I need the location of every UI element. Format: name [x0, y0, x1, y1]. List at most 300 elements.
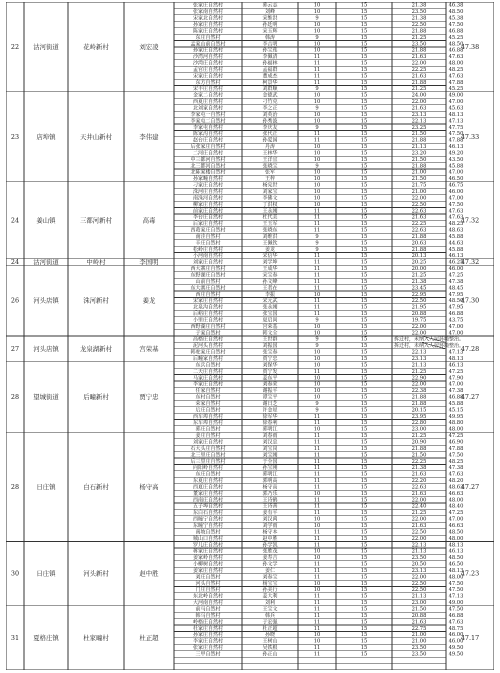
score-a: 11	[313, 445, 321, 452]
score-sum: 48.13	[448, 111, 464, 118]
score-c: 21.63	[411, 619, 427, 626]
village-head: 高毒	[142, 216, 156, 225]
sub-village-head: 王成华	[262, 266, 278, 273]
sub-village-head: 刘春宝	[262, 574, 278, 581]
sub-village-name: 刘家庄自然村	[192, 259, 224, 266]
score-c: 21.38	[411, 278, 427, 285]
score-c: 21.25	[411, 368, 427, 375]
village-head: 贾宁忠	[139, 393, 159, 402]
score-c: 21.13	[411, 548, 427, 555]
score-c: 22.00	[411, 535, 427, 542]
score-b: 15	[360, 285, 368, 292]
score-c: 21.13	[411, 362, 427, 369]
score-a: 10	[313, 349, 321, 356]
score-a: 10	[313, 41, 321, 48]
sub-village-head: 宋元武	[262, 298, 278, 305]
score-a: 11	[313, 606, 321, 613]
score-a: 10	[313, 291, 321, 298]
score-b: 15	[360, 131, 368, 138]
sub-village-name: 宋家庄自然村	[192, 298, 224, 305]
sub-village-name: 东夏庄自然村	[192, 478, 224, 485]
score-c: 21.13	[411, 593, 427, 600]
sub-village-name: 郭庄自然村	[195, 426, 221, 433]
sub-village-name: 山前自然村	[195, 278, 221, 285]
sub-village-name: 韩驼家庄自然村	[190, 349, 226, 356]
score-sum: 46.00	[448, 266, 464, 273]
score-sum: 43.75	[448, 317, 464, 324]
sub-village-head: 刘群顺	[262, 86, 278, 93]
sub-village-name: 后峪庄自然村	[192, 311, 224, 318]
score-b: 15	[360, 465, 368, 472]
score-b: 15	[360, 516, 368, 523]
score-a: 10	[313, 99, 321, 106]
score-sum: 45.25	[448, 86, 464, 93]
score-sum: 48.50	[448, 41, 464, 48]
sub-village-head: 宋维洪	[262, 15, 278, 22]
sub-village-head: 王洋宜	[262, 156, 278, 163]
sub-village-name: 城山口自然村	[192, 535, 224, 542]
score-c: 22.25	[411, 221, 427, 228]
score-sum: 48.25	[448, 458, 464, 465]
sub-village-name: 宋丰庄自然村	[192, 86, 224, 93]
sub-village-name: 南洙河自然村	[192, 195, 224, 202]
village-head: 刘宏凌	[139, 42, 159, 51]
sub-village-name: 宋家庄自然村	[192, 73, 224, 80]
score-sum: 48.40	[448, 503, 464, 510]
score-sum: 47.00	[448, 330, 464, 337]
score-c: 22.13	[411, 542, 427, 549]
score-a: 10	[313, 156, 321, 163]
score-a: 10	[313, 118, 321, 125]
score-sum: 47.25	[448, 433, 464, 440]
score-sum: 48.13	[448, 355, 464, 362]
score-sum: 48.63	[448, 227, 464, 234]
sub-village-head: 王林华	[262, 150, 278, 157]
sub-village-name: 向阳岭自然村	[192, 465, 224, 472]
new-village-name: 三都河新村	[80, 216, 112, 225]
sub-village-head: 张永刚	[262, 304, 278, 311]
row-number: 28	[10, 482, 20, 491]
score-sum: 47.25	[448, 272, 464, 279]
score-sum: 49.20	[448, 150, 464, 157]
score-c: 21.75	[411, 182, 427, 189]
sub-village-name: 泥河头自然村	[192, 343, 224, 350]
score-c: 21.88	[411, 400, 427, 407]
score-c: 21.88	[411, 233, 427, 240]
score-b: 15	[360, 66, 368, 73]
score-c: 23.13	[411, 111, 427, 118]
sub-village-head: 孙文学	[262, 561, 278, 568]
score-b: 15	[360, 118, 368, 125]
sub-village-name: 西瞳宁自然村	[192, 516, 224, 523]
sub-village-name: 孙家庄自然村	[192, 21, 224, 28]
score-a: 9	[315, 400, 319, 407]
score-a: 11	[313, 619, 321, 626]
sub-village-head: 柯景华	[262, 79, 278, 86]
score-a: 11	[313, 600, 321, 607]
sub-village-name: 东兵自然村	[195, 362, 221, 369]
score-sum: 46.63	[448, 522, 464, 529]
sub-village-name: 东野湖庄自然村	[190, 272, 226, 279]
sub-village-head: 王宝文	[262, 606, 278, 613]
sub-village-name: 二河庄自然村	[192, 150, 224, 157]
sub-village-name: 岭格庄自然村	[192, 619, 224, 626]
town-name: 河头店镇	[33, 296, 59, 305]
score-sum: 46.00	[448, 632, 464, 639]
score-sum: 47.50	[448, 131, 464, 138]
sub-village-name: 小柳树自然村	[192, 561, 224, 568]
score-sum: 45.88	[448, 163, 464, 170]
sub-village-head: 谢日芝	[262, 400, 278, 407]
sub-village-head: 王诗善	[262, 503, 278, 510]
row-number: 24	[10, 258, 20, 267]
score-a: 10	[313, 548, 321, 555]
score-a: 11	[313, 420, 321, 427]
score-c: 22.50	[411, 587, 427, 594]
sub-village-name: 五子埠自然村	[192, 503, 224, 510]
sub-village-name: 刁家庄自然村	[192, 182, 224, 189]
sub-village-name: 辛庄自然村	[195, 240, 221, 247]
score-sum: 48.50	[448, 529, 464, 536]
sub-village-name: 小河南自然村	[192, 253, 224, 260]
sub-village-name: 西葛家庄自然村	[190, 227, 226, 234]
row-number: 28	[10, 393, 20, 402]
score-b: 15	[360, 478, 368, 485]
score-c: 22.40	[411, 503, 427, 510]
score-b: 15	[360, 561, 368, 568]
sub-village-head: 姜东平	[262, 375, 278, 382]
score-b: 15	[360, 317, 368, 324]
score-sum: 47.88	[448, 79, 464, 86]
score-b: 15	[360, 471, 368, 478]
sub-village-name: 李家屯一自然村	[190, 111, 226, 118]
village-head: 杨守高	[139, 482, 159, 491]
score-a: 10	[313, 580, 321, 587]
score-a: 11	[313, 311, 321, 318]
score-b: 15	[360, 355, 368, 362]
score-c: 23.50	[411, 41, 427, 48]
total-score: 47.28	[460, 344, 480, 353]
score-sum: 48.00	[448, 426, 464, 433]
score-sum: 46.13	[448, 253, 464, 260]
score-sum: 46.13	[448, 144, 464, 151]
score-sum: 47.50	[448, 201, 464, 208]
score-a: 10	[313, 355, 321, 362]
score-b: 15	[360, 304, 368, 311]
sub-village-name: 二天庄自然村	[192, 368, 224, 375]
score-a: 10	[313, 362, 321, 369]
score-c: 21.88	[411, 137, 427, 144]
new-village-name: 花岭新村	[83, 42, 109, 51]
score-sum: 48.50	[448, 298, 464, 305]
score-sum: 46.63	[448, 490, 464, 497]
score-b: 15	[360, 15, 368, 22]
score-b: 15	[360, 535, 368, 542]
score-b: 15	[360, 574, 368, 581]
score-a: 11	[313, 227, 321, 234]
sub-village-head: 刘宝岗	[262, 445, 278, 452]
score-sum: 47.00	[448, 516, 464, 523]
score-sum: 47.63	[448, 54, 464, 61]
score-a: 11	[313, 298, 321, 305]
sub-village-name: 马家庄自然村	[192, 375, 224, 382]
village-head: 赵中胜	[139, 569, 159, 578]
sub-village-head: 王者在	[262, 285, 278, 292]
score-sum: 47.95	[448, 291, 464, 298]
score-c: 21.50	[411, 131, 427, 138]
score-sum: 47.13	[448, 349, 464, 356]
sub-village-name: 孙家庄自然村	[192, 47, 224, 54]
sub-village-head: 王永刚	[262, 208, 278, 215]
row-number: 27	[10, 344, 20, 353]
score-sum: 46.00	[448, 188, 464, 195]
score-sum: 47.38	[448, 465, 464, 472]
village-head: 杜正超	[139, 633, 159, 642]
score-b: 15	[360, 28, 368, 35]
score-sum: 48.13	[448, 567, 464, 574]
score-b: 15	[360, 420, 368, 427]
score-b: 15	[360, 330, 368, 337]
score-a: 9	[315, 317, 319, 324]
score-sum: 47.38	[448, 388, 464, 395]
score-a: 11	[313, 529, 321, 536]
sub-village-name: 东村自然村	[195, 394, 221, 401]
sub-village-name: 西夏庄自然村	[192, 484, 224, 491]
score-a: 11	[313, 484, 321, 491]
sub-village-name: 三甲自然村	[195, 651, 221, 658]
sub-village-name: 陈家庄自然村	[192, 28, 224, 35]
sub-village-name: 河头自然村	[195, 580, 221, 587]
sub-village-head: 孙美行	[262, 587, 278, 594]
new-village-name: 天井山新村	[80, 132, 112, 141]
sub-village-name: 刘家庄自然村	[192, 439, 224, 446]
score-a: 11	[313, 567, 321, 574]
row-number: 24	[10, 216, 20, 225]
score-sum: 47.63	[448, 73, 464, 80]
score-sum: 47.90	[448, 375, 464, 382]
sub-village-head: 李吉明	[262, 41, 278, 48]
score-c: 20.15	[411, 407, 427, 414]
score-b: 15	[360, 266, 368, 273]
town-name: 望城街道	[33, 393, 59, 402]
score-b: 15	[360, 2, 368, 9]
score-c: 21.50	[411, 452, 427, 459]
score-c: 21.88	[411, 47, 427, 54]
sub-village-head: 谭宝平	[262, 394, 278, 401]
sub-village-head: 杨守高	[262, 484, 278, 491]
score-b: 15	[360, 163, 368, 170]
total-score: 47.17	[460, 633, 480, 642]
score-sum: 45.25	[448, 34, 464, 41]
score-sum: 46.75	[448, 182, 464, 189]
sub-village-name: 西南庄自然村	[192, 497, 224, 504]
score-sum: 47.00	[448, 381, 464, 388]
score-sum: 49.50	[448, 651, 464, 658]
town-name: 日庄镇	[36, 569, 56, 578]
score-c: 21.50	[411, 176, 427, 183]
score-b: 15	[360, 41, 368, 48]
sub-village-name: 东白石自然村	[192, 510, 224, 517]
sub-village-head: 吴铁根	[262, 645, 278, 652]
score-c: 22.25	[411, 458, 427, 465]
score-a: 10	[313, 388, 321, 395]
score-c: 21.63	[411, 522, 427, 529]
sub-village-name: 东庄自然村	[195, 471, 221, 478]
sub-village-name: 北三里庄自然村	[190, 452, 226, 459]
score-b: 15	[360, 606, 368, 613]
sub-village-head: 李庆友	[262, 124, 278, 131]
score-a: 11	[313, 542, 321, 549]
score-sum: 47.63	[448, 471, 464, 478]
town-name: 店埠镇	[36, 132, 56, 141]
score-a: 11	[313, 593, 321, 600]
score-sum: 47.38	[448, 278, 464, 285]
score-sum: 47.00	[448, 195, 464, 202]
score-sum: 46.13	[448, 548, 464, 555]
sub-village-head: 孟福群	[262, 66, 278, 73]
score-c: 22.00	[411, 330, 427, 337]
score-b: 15	[360, 253, 368, 260]
score-b: 15	[360, 246, 368, 253]
score-sum: 47.50	[448, 606, 464, 613]
score-c: 21.63	[411, 471, 427, 478]
row-number: 30	[10, 569, 20, 578]
score-sum: 45.88	[448, 400, 464, 407]
score-c: 21.38	[411, 465, 427, 472]
score-c: 21.88	[411, 163, 427, 170]
score-sum: 49.00	[448, 600, 464, 607]
score-b: 15	[360, 188, 368, 195]
score-a: 11	[313, 535, 321, 542]
score-c: 22.50	[411, 201, 427, 208]
score-c: 22.50	[411, 529, 427, 536]
sub-village-name: 门庄自然村	[195, 587, 221, 594]
score-a: 11	[313, 413, 321, 420]
score-sum: 48.00	[448, 535, 464, 542]
sub-village-head: 刘春荣	[262, 381, 278, 388]
score-a: 11	[313, 253, 321, 260]
score-b: 15	[360, 497, 368, 504]
score-sum: 45.88	[448, 246, 464, 253]
sub-village-head: 贾宁发	[262, 368, 278, 375]
score-a: 9	[315, 34, 319, 41]
sub-village-name: 东车埠自然村	[192, 420, 224, 427]
score-b: 15	[360, 291, 368, 298]
score-b: 15	[360, 124, 368, 131]
score-sum: 47.63	[448, 619, 464, 626]
score-b: 15	[360, 484, 368, 491]
score-b: 15	[360, 233, 368, 240]
sub-village-name: 陈家沟自然村	[192, 131, 224, 138]
sub-village-name: 宋家北自然村	[192, 15, 224, 22]
score-c: 20.00	[411, 266, 427, 273]
score-b: 15	[360, 182, 368, 189]
score-b: 15	[360, 278, 368, 285]
sub-village-head: 刘峰	[264, 9, 276, 16]
ranking-table	[6, 2, 494, 670]
total-score: 47.32	[460, 216, 480, 225]
score-a: 10	[313, 632, 321, 639]
sub-village-head: 夏启尚	[262, 317, 278, 324]
sub-village-head: 刘春雨	[262, 433, 278, 440]
score-c: 22.63	[411, 484, 427, 491]
sub-village-head: 姜仁	[264, 567, 276, 574]
score-c: 21.95	[411, 304, 427, 311]
sub-village-name: 东方自然村	[195, 79, 221, 86]
score-a: 11	[313, 73, 321, 80]
score-a: 10	[313, 394, 321, 401]
sub-village-head: 刘学雨	[262, 522, 278, 529]
score-b: 15	[360, 612, 368, 619]
sub-village-head: 孙宝刚	[262, 465, 278, 472]
sub-village-name: 姜家岭自然村	[192, 555, 224, 562]
score-c: 23.25	[411, 124, 427, 131]
sub-village-name: 张家南自然村	[192, 9, 224, 16]
score-c: 22.63	[411, 208, 427, 215]
score-b: 15	[360, 201, 368, 208]
score-b: 15	[360, 580, 368, 587]
score-c: 23.00	[411, 600, 427, 607]
town-name: 河头店镇	[33, 344, 59, 353]
sub-village-head: 刘保华	[262, 362, 278, 369]
sub-village-name: 柳家庄自然村	[192, 201, 224, 208]
sub-village-head: 姜大利	[262, 593, 278, 600]
sub-village-name: 荣家自然村	[195, 400, 221, 407]
sub-village-head: 王佩钦	[262, 240, 278, 247]
score-b: 15	[360, 433, 368, 440]
score-b: 15	[360, 208, 368, 215]
sub-village-head: 董成杰	[262, 73, 278, 80]
score-b: 15	[360, 79, 368, 86]
score-b: 15	[360, 156, 368, 163]
score-a: 11	[313, 54, 321, 61]
score-a: 10	[313, 2, 321, 9]
sub-village-name: 韩马自然村	[195, 612, 221, 619]
score-a: 10	[313, 426, 321, 433]
sub-village-head: 孙爱国	[262, 137, 278, 144]
score-b: 15	[360, 375, 368, 382]
sub-village-name: 西大寨庄自然村	[190, 266, 226, 273]
sub-village-name: 高格庄自然村	[192, 336, 224, 343]
sub-village-name: 赵台庄自然村	[192, 137, 224, 144]
score-a: 11	[313, 503, 321, 510]
sub-village-name: 李家屯二自然村	[190, 118, 226, 125]
score-b: 15	[360, 137, 368, 144]
sub-village-name: 西车埠自然村	[192, 413, 224, 420]
score-a: 9	[315, 407, 319, 414]
score-b: 15	[360, 144, 368, 151]
sub-village-name: 姜家庄自然村	[192, 567, 224, 574]
score-sum: 47.63	[448, 214, 464, 221]
score-a: 11	[313, 439, 321, 446]
score-a: 11	[313, 214, 321, 221]
sub-village-head: 王世群	[262, 336, 278, 343]
score-sum: 46.88	[448, 28, 464, 35]
score-c: 22.63	[411, 227, 427, 234]
score-c: 21.13	[411, 144, 427, 151]
score-sum: 47.63	[448, 208, 464, 215]
score-c: 22.13	[411, 118, 427, 125]
sub-village-name: 东庄自然村	[195, 34, 221, 41]
sub-village-head: 孙晓	[264, 632, 276, 639]
score-sum: 46.38	[448, 2, 464, 9]
score-c: 23.50	[411, 555, 427, 562]
sub-village-head: 王玉军	[262, 221, 278, 228]
score-sum: 49.95	[448, 413, 464, 420]
sub-village-head: 张晓宝	[262, 163, 278, 170]
score-b: 15	[360, 298, 368, 305]
sub-village-name: 李家庄自然村	[192, 638, 224, 645]
